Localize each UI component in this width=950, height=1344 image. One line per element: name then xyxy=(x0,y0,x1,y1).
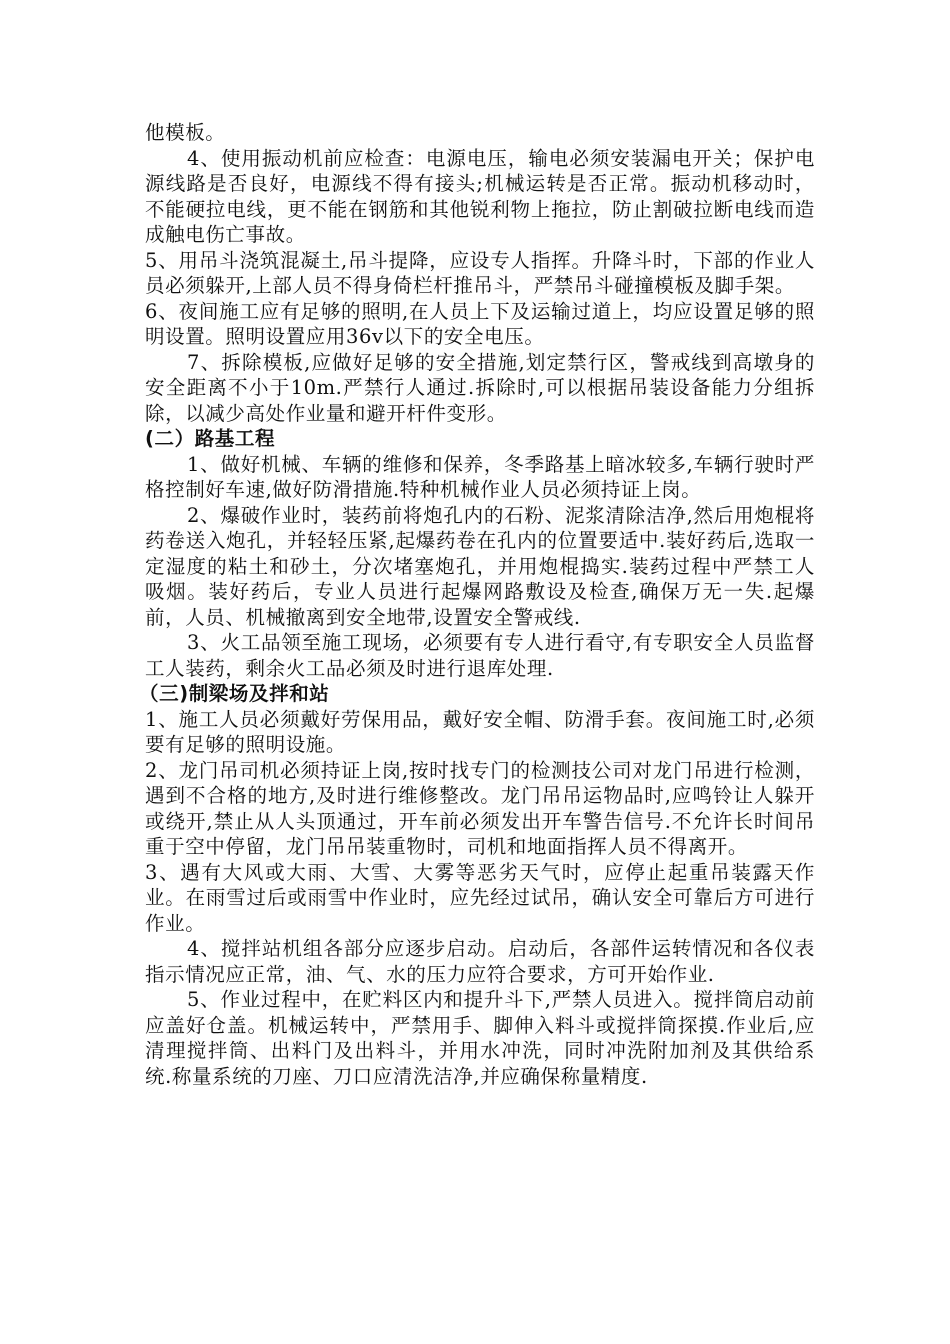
paragraph-blasting: 2、爆破作业时，装药前将炮孔内的石粉、泥浆清除洁净,然后用炮棍将药卷送入炮孔，并轻轻压紧,起爆药卷在孔内的位置要适中.装好药后,选取一定湿度的粘土和砂土，分次堵塞炮孔，并用炮棍捣实.装药过程中严禁工人吸烟。装好药后，专业人员进行起爆网路敷设及检查,确保万无一失.起爆前，人员、机械撤离到安全地带,设置安全警戒线. xyxy=(145,503,815,629)
paragraph-mixing-station-start: 4、搅拌站机组各部分应逐步启动。启动后，各部件运转情况和各仪表指示情况应正常，油、气、水的压力应符合要求，方可开始作业. xyxy=(145,937,815,986)
section-heading-beam-yard: （三)制梁场及拌和站 xyxy=(139,682,330,705)
paragraph-gantry-crane: 2、龙门吊司机必须持证上岗,按时找专门的检测技公司对龙门吊进行检测，遇到不合格的地方,及时进行维修整改。龙门吊吊运物品时,应鸣铃让人躲开或绕开,禁止从人头顶通过，开车前必须发出开车警告信号.不允许长时间吊重于空中停留，龙门吊吊装重物时，司机和地面指挥人员不得离开。 xyxy=(145,758,815,858)
paragraph-vehicle-maintenance: 1、做好机械、车辆的维修和保养，冬季路基上暗冰较多,车辆行驶时严格控制好车速,做好防滑措施.特种机械作业人员必须持证上岗。 xyxy=(145,452,815,501)
paragraph-bucket-pouring: 5、用吊斗浇筑混凝土,吊斗提降，应设专人指挥。升降斗时，下部的作业人员必须躲开,上部人员不得身倚栏杆推吊斗，严禁吊斗碰撞模板及脚手架。 xyxy=(145,248,815,297)
paragraph-vibrator-check: 4、使用振动机前应检查：电源电压，输电必须安装漏电开关；保护电源线路是否良好，电源线不得有接头;机械运转是否正常。振动机移动时，不能硬拉电线，更不能在钢筋和其他锐利物上拖拉，防止割破拉断电线而造成触电伤亡事故。 xyxy=(145,146,815,246)
section-heading-subgrade: (二）路基工程 xyxy=(145,427,276,450)
document-page xyxy=(139,120,815,1089)
paragraph-bad-weather: 3、遇有大风或大雨、大雪、大雾等恶劣天气时，应停止起重吊装露天作业。在雨雪过后或雨雪中作业时，应先经过试吊，确认安全可靠后方可进行作业。 xyxy=(145,860,815,935)
paragraph-night-lighting: 6、夜间施工应有足够的照明,在人员上下及运输过道上，均应设置足够的照明设置。照明设置应用36v以下的安全电压。 xyxy=(145,299,815,348)
paragraph-continuation: 他模板。 xyxy=(145,121,226,144)
paragraph-mixing-operation: 5、作业过程中，在贮料区内和提升斗下,严禁人员进入。搅拌筒启动前应盖好仓盖。机械运转中，严禁用手、脚伸入料斗或搅拌筒探摸.作业后,应清理搅拌筒、出料门及出料斗，并用水冲洗，同时冲洗附加剂及其供给系统.称量系统的刀座、刀口应清洗洁净,并应确保称量精度. xyxy=(145,988,815,1088)
paragraph-protective-gear: 1、施工人员必须戴好劳保用品，戴好安全帽、防滑手套。夜间施工时,必须要有足够的照明设施。 xyxy=(145,707,815,756)
paragraph-formwork-removal: 7、拆除模板,应做好足够的安全措施,划定禁行区，警戒线到高墩身的安全距离不小于10m.严禁行人通过.拆除时,可以根据吊装设备能力分组拆除，以减少高处作业量和避开杆件变形。 xyxy=(145,350,815,425)
paragraph-explosives-custody: 3、火工品领至施工现场，必须要有专人进行看守,有专职安全人员监督工人装药，剩余火工品必须及时进行退库处理. xyxy=(145,631,815,680)
